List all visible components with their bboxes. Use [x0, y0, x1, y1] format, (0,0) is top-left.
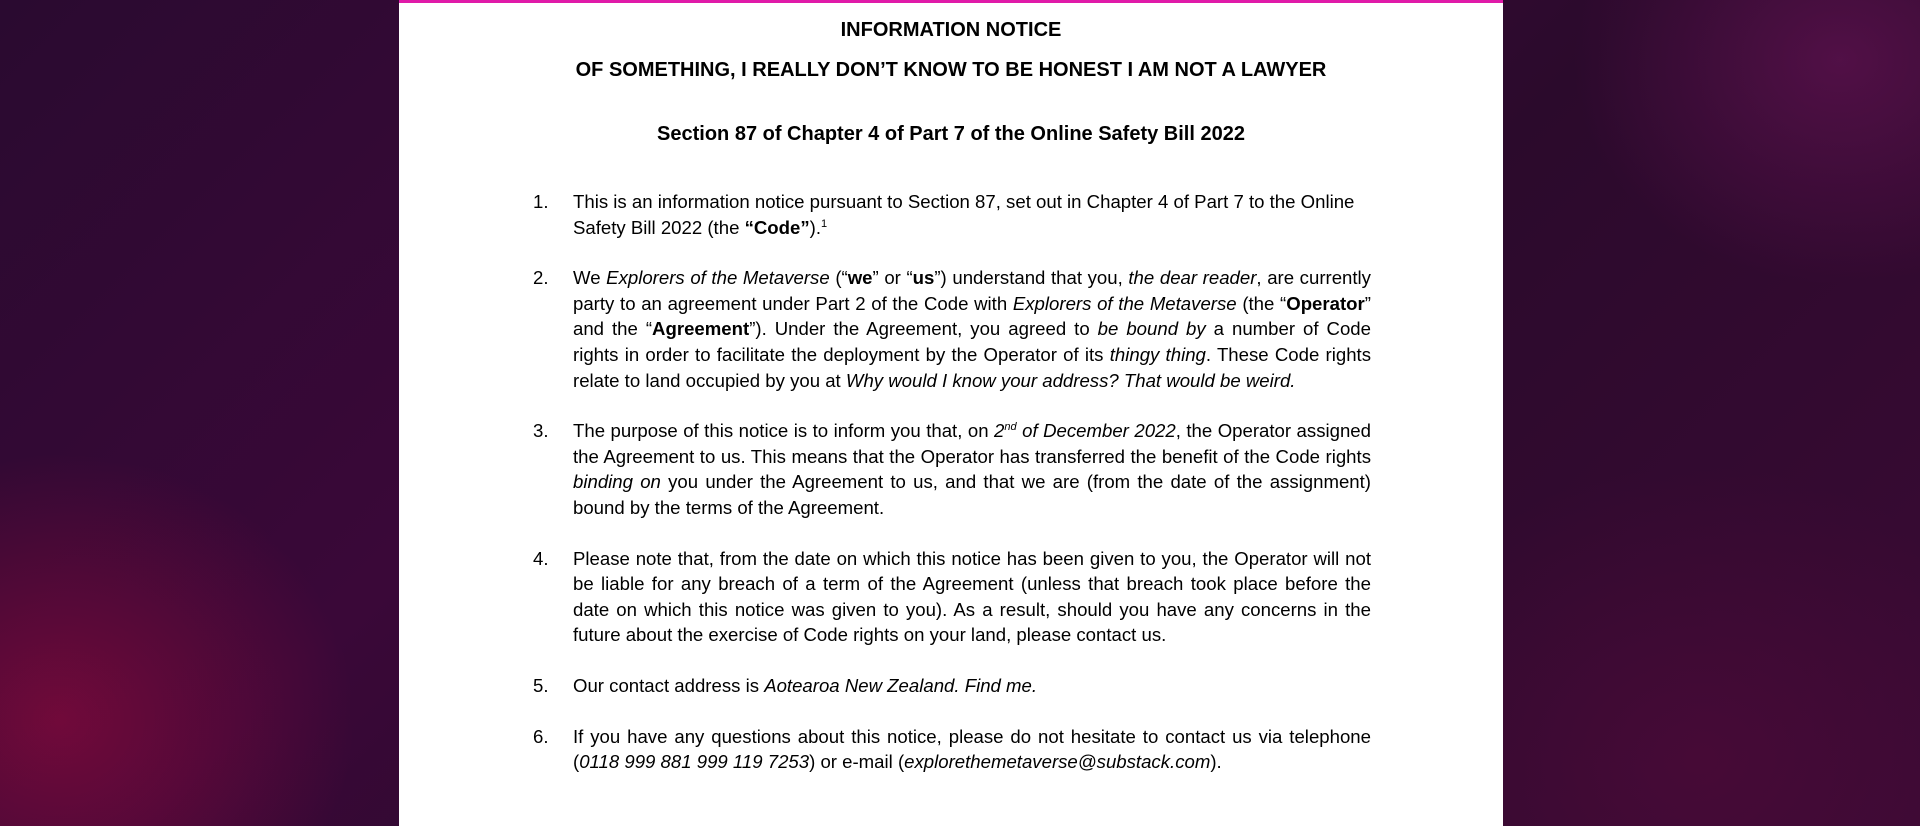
- clause-text-run: be bound by: [1097, 318, 1206, 340]
- clause-text-run: us: [912, 267, 935, 289]
- clause-text-run: thingy thing: [1109, 343, 1206, 365]
- document-page: [399, 0, 1503, 826]
- clause-text: [573, 546, 1371, 648]
- clause-text-run: ” or “: [872, 267, 913, 289]
- clause-text: [573, 724, 1371, 775]
- section-title: Section 87 of Chapter 4 of Part 7 of the Online Safety Bill 2022: [657, 123, 1245, 145]
- clause-number: 6.: [533, 725, 549, 747]
- clause-4: [531, 546, 1371, 648]
- clause-text-run: Explorers of the Metaverse: [606, 267, 830, 289]
- clause-text-run: , are currently party to an agreement under Part 2 of the Code with: [573, 267, 1371, 314]
- document-heading: INFORMATION NOTICE: [840, 19, 1062, 41]
- clause-text-run: , the Operator assigned the Agreement to us. This means that the Operator has transferred the benefit of the Code rights: [573, 420, 1371, 467]
- clause-text-run: Our contact address is: [573, 674, 765, 696]
- clause-text-run: ).: [1210, 751, 1222, 773]
- clause-text-run: Please note that, from the date on which this notice has been given to you, the Operator will not be liable for any breach of a term of the Agreement (unless that breach took place before the date on which this notice was given to you). As a result, should you have any concerns in the future about the exercise of Code rights on your land, please contact us.: [573, 547, 1371, 646]
- clause-text-run: ”). Under the Agreement, you agreed to: [749, 318, 1098, 340]
- clause-number: 2.: [533, 267, 549, 289]
- clause-text-run: (“: [829, 267, 848, 289]
- clause-text-run: This is an information notice pursuant to Section 87, set out in Chapter 4 of Part 7 to the Online Safety Bill 2022 (the: [573, 191, 1355, 238]
- clause-text-run: of December 2022: [1016, 420, 1176, 442]
- clause-text-run: a number of Code rights in order to facilitate the deployment by the Operator of its: [573, 318, 1371, 365]
- clause-text-run: ) or e-mail (: [809, 751, 905, 773]
- document-subheading: OF SOMETHING, I REALLY DON’T KNOW TO BE HONEST I AM NOT A LAWYER: [575, 59, 1327, 81]
- clause-text-run: Explorers of the Metaverse: [1012, 292, 1237, 314]
- clause-text: [573, 418, 1371, 520]
- clause-text-run: ).: [809, 216, 822, 238]
- clause-text-run: 0118 999 881 999 119 7253: [579, 751, 810, 773]
- clause-text: [573, 189, 1371, 240]
- clause-text-run: explorethemetaverse@substack.com: [904, 751, 1211, 773]
- clause-number: 5.: [533, 674, 549, 696]
- clause-3: [531, 418, 1371, 520]
- clause-text-run: binding on: [573, 471, 661, 493]
- clause-5: [531, 673, 1371, 699]
- clause-text-run: ” and the “: [573, 292, 1371, 340]
- clause-text-run: we: [847, 267, 873, 289]
- clause-text-run: . These Code rights relate to land occupied by you at: [573, 343, 1371, 391]
- clause-text-run: “Code”: [744, 216, 810, 238]
- clause-2: [531, 265, 1371, 393]
- clause-text-run: If you have any questions about this notice, please do not hesitate to contact us via telephone (: [573, 725, 1371, 773]
- clause-text-run: nd: [1004, 420, 1017, 433]
- clause-text-run: you under the Agreement to us, and that we are (from the date of the assignment) bound by the terms of the Agreement.: [573, 471, 1371, 518]
- clause-text-run: The purpose of this notice is to inform you that, on: [573, 420, 995, 442]
- clause-text-run: Aotearoa New Zealand. Find me.: [764, 674, 1038, 696]
- clause-number: 1.: [533, 191, 549, 212]
- clause-text: [573, 265, 1371, 393]
- clause-text: [573, 673, 1371, 699]
- clause-number: 3.: [533, 420, 549, 442]
- clause-text-run: ”) understand that you,: [934, 267, 1129, 289]
- clause-text-run: Operator: [1286, 292, 1365, 314]
- clause-text-run: We: [573, 267, 607, 289]
- clause-6: [531, 724, 1371, 775]
- clause-text-run: 2: [994, 420, 1005, 442]
- clause-number: 4.: [533, 547, 549, 569]
- clause-text-run: (the “: [1236, 292, 1287, 314]
- clause-text-run: Agreement: [652, 318, 750, 340]
- clause-text-run: Why would I know your address? That would be weird.: [845, 369, 1296, 391]
- footnote-marker: 1: [821, 217, 828, 230]
- clause-1: [531, 189, 1371, 240]
- clause-list: [531, 189, 1371, 800]
- clause-text-run: the dear reader: [1128, 267, 1257, 289]
